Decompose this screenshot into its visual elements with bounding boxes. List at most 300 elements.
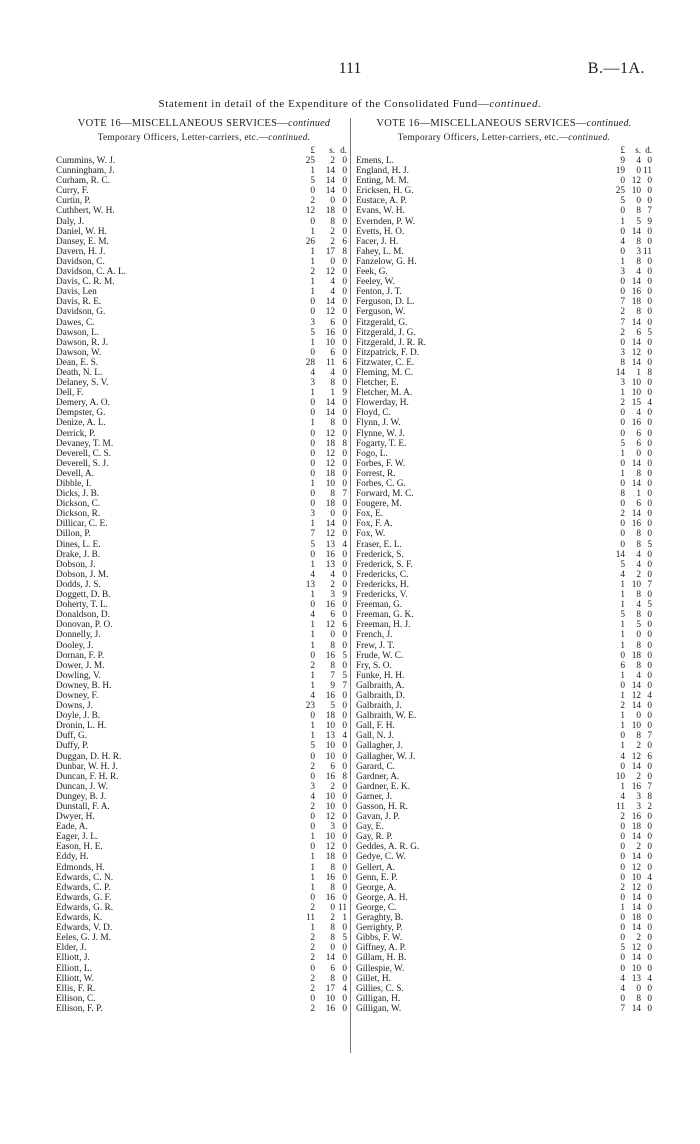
amount-shillings: 3 xyxy=(636,791,641,802)
amount-pounds: 0 xyxy=(310,489,315,500)
payee-name: Gillespie, W. xyxy=(356,963,405,974)
payee-name: Dawes, C. xyxy=(56,317,95,328)
vote-title-continued: continued. xyxy=(586,118,632,129)
amount-pounds: 3 xyxy=(310,317,315,328)
table-row xyxy=(356,590,652,600)
amount-pence: 0 xyxy=(342,206,347,217)
payee-name: Devaney, T. M. xyxy=(56,438,114,449)
table-row xyxy=(56,378,352,388)
amount-shillings: 16 xyxy=(325,327,335,338)
amount-pence: 4 xyxy=(342,983,347,994)
table-row xyxy=(56,964,352,974)
payee-name: Doherty, T. L. xyxy=(56,600,108,611)
payee-name: Dawson, R. J. xyxy=(56,337,108,348)
table-row xyxy=(56,590,352,600)
amount-shillings: 18 xyxy=(325,206,335,217)
amount-shillings: 8 xyxy=(636,590,641,601)
subtitle-continued: continued. xyxy=(268,133,311,143)
amount-shillings: 12 xyxy=(631,882,641,893)
amount-shillings: 8 xyxy=(636,236,641,247)
amount-pence: 0 xyxy=(342,711,347,722)
table-row xyxy=(56,762,352,772)
amount-shillings: 10 xyxy=(325,741,335,752)
table-row xyxy=(56,287,352,297)
payee-name: Fitzwater, C. E. xyxy=(356,357,415,368)
table-row xyxy=(56,994,352,1004)
amount-pence: 0 xyxy=(342,448,347,459)
amount-pence: 0 xyxy=(342,943,347,954)
table-row xyxy=(356,206,652,216)
table-row xyxy=(356,529,652,539)
payee-name: Dowling, V. xyxy=(56,670,101,681)
amount-pence: 5 xyxy=(647,600,652,611)
amount-shillings: 14 xyxy=(631,458,641,469)
payee-name: Gellert, A. xyxy=(356,862,395,873)
amount-pounds: 1 xyxy=(620,670,625,681)
pence-header: d. xyxy=(340,145,347,155)
table-row xyxy=(356,903,652,913)
amount-shillings: 14 xyxy=(631,902,641,913)
table-row xyxy=(356,620,652,630)
table-row xyxy=(356,267,652,277)
amount-pounds: 1 xyxy=(620,600,625,611)
table-row xyxy=(356,994,652,1004)
table-row xyxy=(356,196,652,206)
amount-shillings: 6 xyxy=(330,317,335,328)
amount-shillings: 4 xyxy=(330,367,335,378)
payee-name: Donnelly, J. xyxy=(56,630,101,641)
amount-pounds: 0 xyxy=(310,216,315,227)
table-row xyxy=(56,671,352,681)
amount-pounds: 4 xyxy=(310,610,315,621)
table-row xyxy=(56,570,352,580)
amount-pence: 0 xyxy=(647,468,652,479)
amount-pounds: 4 xyxy=(310,569,315,580)
amount-pounds: 0 xyxy=(620,176,625,187)
amount-pence: 0 xyxy=(342,468,347,479)
amount-pounds: 7 xyxy=(620,1003,625,1014)
amount-shillings: 10 xyxy=(325,791,335,802)
amount-pence: 0 xyxy=(342,832,347,843)
table-row xyxy=(56,328,352,338)
payee-name: Eade, A. xyxy=(56,822,88,833)
payee-name: Davern, H. J. xyxy=(56,246,106,257)
amount-pounds: 1 xyxy=(310,418,315,429)
payee-name: Duncan, J. W. xyxy=(56,781,108,792)
amount-pence: 0 xyxy=(647,418,652,429)
amount-shillings: 2 xyxy=(330,236,335,247)
amount-pence: 0 xyxy=(647,892,652,903)
statement-title xyxy=(0,98,700,110)
payee-name: Dean, E. S. xyxy=(56,357,99,368)
payee-name: Donovan, P. O. xyxy=(56,620,113,631)
amount-shillings: 2 xyxy=(636,569,641,580)
amount-pence: 0 xyxy=(647,438,652,449)
amount-pounds: 5 xyxy=(620,943,625,954)
amount-pence: 0 xyxy=(342,458,347,469)
payee-name: Eeles, G. J. M. xyxy=(56,933,112,944)
amount-pounds: 11 xyxy=(616,802,625,812)
payee-name: Dodds, J. S. xyxy=(56,579,101,590)
amount-shillings: 8 xyxy=(636,993,641,1004)
payee-name: Geddes, A. R. G. xyxy=(356,842,420,853)
amount-shillings: 0 xyxy=(636,711,641,722)
amount-pence: 0 xyxy=(342,569,347,580)
table-row xyxy=(356,378,652,388)
amount-pounds: 0 xyxy=(620,892,625,903)
amount-shillings: 10 xyxy=(631,186,641,197)
table-row xyxy=(356,822,652,832)
amount-pounds: 0 xyxy=(620,761,625,772)
amount-pence: 0 xyxy=(647,186,652,197)
table-row xyxy=(356,540,652,550)
amount-pounds: 3 xyxy=(310,378,315,389)
payee-name: Fanzelow, G. H. xyxy=(356,256,417,267)
payee-name: Ericksen, H. G. xyxy=(356,186,414,197)
amount-shillings: 2 xyxy=(636,741,641,752)
payee-name: Drake, J. B. xyxy=(56,549,101,560)
table-row xyxy=(356,408,652,418)
payee-name: Garard, C. xyxy=(356,761,395,772)
table-row xyxy=(356,459,652,469)
table-row xyxy=(56,277,352,287)
amount-shillings: 4 xyxy=(636,408,641,419)
amount-shillings: 3 xyxy=(636,802,641,812)
payee-name: Dansey, E. M. xyxy=(56,236,109,247)
payee-name: Fitzgerald, G. xyxy=(356,317,408,328)
amount-pounds: 0 xyxy=(620,539,625,550)
table-row xyxy=(356,257,652,267)
payee-name: Frederick, S. xyxy=(356,549,404,560)
amount-shillings: 18 xyxy=(631,650,641,661)
amount-pence: 0 xyxy=(342,993,347,1004)
payee-name: Fahey, L. M. xyxy=(356,246,404,257)
amount-pounds: 4 xyxy=(310,367,315,378)
table-row xyxy=(56,832,352,842)
amount-shillings: 14 xyxy=(631,479,641,489)
amount-shillings: 8 xyxy=(636,610,641,621)
payee-name: Fleming, M. C. xyxy=(356,367,414,378)
table-row xyxy=(56,398,352,408)
amount-shillings: 0 xyxy=(636,983,641,994)
table-row xyxy=(56,540,352,550)
table-row xyxy=(56,489,352,499)
payee-name: Freeman, G. K. xyxy=(356,610,414,621)
table-row xyxy=(56,267,352,277)
table-row xyxy=(356,974,652,984)
pence-header: d. xyxy=(645,145,652,155)
payee-name: Ellison, C. xyxy=(56,993,96,1004)
table-row xyxy=(56,509,352,519)
shillings-header: s. xyxy=(329,145,335,155)
amount-shillings: 8 xyxy=(330,489,335,500)
payee-name: Doggett, D. B. xyxy=(56,590,111,601)
amount-pence: 8 xyxy=(342,246,347,257)
payee-name: Freeman, H. J. xyxy=(356,620,411,631)
amount-pence: 0 xyxy=(342,529,347,540)
amount-pence: 0 xyxy=(647,277,652,288)
amount-pounds: 0 xyxy=(620,832,625,843)
amount-pounds: 4 xyxy=(620,983,625,994)
amount-shillings: 8 xyxy=(330,640,335,651)
amount-pence: 0 xyxy=(342,327,347,338)
payee-name: England, H. J. xyxy=(356,166,409,177)
amount-shillings: 14 xyxy=(325,166,335,177)
amount-pounds: 0 xyxy=(310,398,315,409)
amount-pounds: 0 xyxy=(620,418,625,429)
amount-pounds: 4 xyxy=(620,751,625,762)
payee-name: Flynn, J. W. xyxy=(356,418,401,429)
table-row xyxy=(56,822,352,832)
amount-shillings: 13 xyxy=(631,973,641,984)
amount-pounds: 1 xyxy=(310,620,315,631)
amount-shillings: 12 xyxy=(631,347,641,358)
amount-pounds: 0 xyxy=(620,963,625,974)
amount-shillings: 2 xyxy=(330,226,335,237)
payee-name: Derrick, P. xyxy=(56,428,96,439)
amount-pence: 0 xyxy=(647,963,652,974)
payee-name: Gallagher, J. xyxy=(356,741,403,752)
amount-shillings: 8 xyxy=(330,660,335,671)
payee-name: Dobson, J. M. xyxy=(56,569,109,580)
amount-pence: 0 xyxy=(342,690,347,701)
amount-shillings: 10 xyxy=(631,388,641,399)
amount-shillings: 16 xyxy=(325,650,335,661)
amount-shillings: 12 xyxy=(325,529,335,540)
table-row xyxy=(56,661,352,671)
amount-pounds: 4 xyxy=(620,973,625,984)
amount-shillings: 8 xyxy=(330,378,335,389)
subtitle-text: Temporary Officers, Letter-carriers, etc.— xyxy=(397,133,569,143)
amount-shillings: 11 xyxy=(326,357,335,368)
amount-shillings: 2 xyxy=(330,579,335,590)
table-row xyxy=(356,852,652,862)
amount-pounds: 0 xyxy=(310,347,315,358)
amount-pounds: 4 xyxy=(620,236,625,247)
amount-pence: 0 xyxy=(342,277,347,288)
payee-name: Dawson, L. xyxy=(56,327,100,338)
amount-pence: 8 xyxy=(342,438,347,449)
amount-pounds: 28 xyxy=(305,357,315,368)
payee-name: Evans, W. H. xyxy=(356,206,405,217)
amount-pounds: 8 xyxy=(620,357,625,368)
table-row xyxy=(56,691,352,701)
table-row xyxy=(356,630,652,640)
table-row xyxy=(356,328,652,338)
payee-name: Death, N. L. xyxy=(56,367,103,378)
payee-name: Fraser, E. L. xyxy=(356,539,402,550)
payee-name: Elliott, J. xyxy=(56,953,90,964)
payee-name: Dwyer, H. xyxy=(56,812,95,823)
amount-pence: 6 xyxy=(342,236,347,247)
payee-name: Dillon, P. xyxy=(56,529,91,540)
table-row xyxy=(356,277,652,287)
amount-pence: 0 xyxy=(342,317,347,328)
table-row xyxy=(356,519,652,529)
payee-name: Demery, A. O. xyxy=(56,398,110,409)
amount-pounds: 1 xyxy=(620,256,625,267)
table-row xyxy=(56,863,352,873)
payee-name: Cunningham, J. xyxy=(56,166,115,177)
amount-pounds: 2 xyxy=(310,802,315,812)
payee-name: Cuthbert, W. H. xyxy=(56,206,115,217)
amount-pence: 0 xyxy=(647,347,652,358)
amount-pence: 0 xyxy=(342,428,347,439)
amount-pounds: 1 xyxy=(620,630,625,641)
amount-pounds: 5 xyxy=(310,741,315,752)
pounds-header: £ xyxy=(310,145,315,155)
amount-pence: 0 xyxy=(342,256,347,267)
amount-pounds: 0 xyxy=(310,993,315,1004)
table-row xyxy=(356,832,652,842)
payee-name: Daniel, W. H. xyxy=(56,226,107,237)
amount-shillings: 12 xyxy=(631,176,641,187)
amount-shillings: 18 xyxy=(325,711,335,722)
payee-name: Davis, Len xyxy=(56,287,97,298)
amount-pounds: 1 xyxy=(310,479,315,489)
table-row xyxy=(56,711,352,721)
page-code: B.—1A. xyxy=(587,60,645,77)
amount-pence: 0 xyxy=(647,1003,652,1014)
payee-name: Dell, F. xyxy=(56,388,84,399)
amount-pounds: 19 xyxy=(615,166,625,177)
amount-pence: 0 xyxy=(647,590,652,601)
amount-shillings: 2 xyxy=(330,781,335,792)
amount-pence: 0 xyxy=(342,176,347,187)
amount-pence: 0 xyxy=(342,660,347,671)
amount-shillings: 8 xyxy=(636,731,641,742)
amount-shillings: 6 xyxy=(330,610,335,621)
payee-name: Fougere, M. xyxy=(356,499,402,510)
amount-pence: 0 xyxy=(647,882,652,893)
payee-name: Ferguson, W. xyxy=(356,307,406,318)
amount-shillings: 0 xyxy=(330,630,335,641)
payee-name: Giffney, A. P. xyxy=(356,943,407,954)
amount-pounds: 1 xyxy=(310,721,315,732)
amount-pounds: 0 xyxy=(310,499,315,510)
amount-shillings: 9 xyxy=(330,680,335,691)
payee-name: Gall, F. H. xyxy=(356,721,395,732)
amount-shillings: 4 xyxy=(636,156,641,166)
payee-name: Gillet, H. xyxy=(356,973,391,984)
amount-pence: 0 xyxy=(342,862,347,873)
amount-pence: 0 xyxy=(647,812,652,823)
amount-shillings: 12 xyxy=(325,812,335,823)
payee-name: Facer, J. H. xyxy=(356,236,399,247)
amount-pence: 0 xyxy=(647,822,652,833)
amount-pence: 4 xyxy=(647,398,652,409)
amount-shillings: 8 xyxy=(330,862,335,873)
amount-pence: 0 xyxy=(647,378,652,389)
amount-pence: 6 xyxy=(342,357,347,368)
amount-pence: 0 xyxy=(647,499,652,510)
table-row xyxy=(356,964,652,974)
amount-pence: 0 xyxy=(647,236,652,247)
amount-pence: 0 xyxy=(647,913,652,924)
amount-shillings: 5 xyxy=(636,620,641,631)
amount-pence: 0 xyxy=(342,882,347,893)
table-row xyxy=(56,348,352,358)
table-row xyxy=(56,318,352,328)
amount-shillings: 0 xyxy=(636,166,641,177)
table-row xyxy=(56,630,352,640)
table-row xyxy=(356,641,652,651)
amount-pounds: 0 xyxy=(310,307,315,318)
amount-pence: 0 xyxy=(647,458,652,469)
amount-shillings: 10 xyxy=(631,721,641,732)
amount-shillings: 14 xyxy=(631,701,641,712)
amount-shillings: 16 xyxy=(631,812,641,823)
amount-pounds: 0 xyxy=(620,872,625,883)
amount-pence: 0 xyxy=(647,287,652,298)
amount-pence: 6 xyxy=(342,620,347,631)
amount-pounds: 1 xyxy=(310,519,315,530)
payee-name: Galbraith, A. xyxy=(356,680,405,691)
amount-pounds: 1 xyxy=(310,246,315,257)
amount-shillings: 14 xyxy=(631,1003,641,1014)
payee-name: Cummins, W. J. xyxy=(56,156,116,166)
amount-shillings: 16 xyxy=(325,892,335,903)
amount-shillings: 10 xyxy=(631,872,641,883)
amount-shillings: 14 xyxy=(325,176,335,187)
amount-shillings: 17 xyxy=(325,983,335,994)
amount-shillings: 16 xyxy=(631,287,641,298)
table-row xyxy=(356,893,652,903)
payee-name: Gillies, C. S. xyxy=(356,983,404,994)
payee-name: Dunbar, W. H. J. xyxy=(56,761,118,772)
amount-pence: 0 xyxy=(342,953,347,964)
amount-shillings: 12 xyxy=(631,943,641,954)
payee-name: Galbraith, W. E. xyxy=(356,711,417,722)
table-row xyxy=(56,651,352,661)
table-row xyxy=(356,398,652,408)
left-column xyxy=(56,118,352,1014)
amount-pence: 0 xyxy=(647,256,652,267)
table-row xyxy=(356,307,652,317)
amount-pence: 0 xyxy=(647,923,652,934)
amount-shillings: 8 xyxy=(636,468,641,479)
amount-pence: 0 xyxy=(647,993,652,1004)
amount-pounds: 0 xyxy=(620,933,625,944)
amount-pounds: 1 xyxy=(620,711,625,722)
table-row xyxy=(356,610,652,620)
payee-name: George, A. H. xyxy=(356,892,408,903)
table-row xyxy=(356,429,652,439)
amount-shillings: 8 xyxy=(330,923,335,934)
amount-pence: 0 xyxy=(342,166,347,177)
table-row xyxy=(56,600,352,610)
amount-pence: 0 xyxy=(342,1003,347,1014)
amount-shillings: 8 xyxy=(636,660,641,671)
amount-shillings: 18 xyxy=(325,852,335,863)
payee-name: Edwards, V. D. xyxy=(56,923,113,934)
amount-pence: 5 xyxy=(342,650,347,661)
amount-pounds: 1 xyxy=(310,630,315,641)
amount-pence: 0 xyxy=(342,761,347,772)
amount-pounds: 0 xyxy=(310,650,315,661)
table-row xyxy=(56,206,352,216)
payee-name: Dicks, J. B. xyxy=(56,489,100,500)
amount-pounds: 1 xyxy=(310,670,315,681)
amount-shillings: 14 xyxy=(631,357,641,368)
payee-name: Frew, J. T. xyxy=(356,640,395,651)
amount-pounds: 1 xyxy=(310,872,315,883)
amount-pence: 0 xyxy=(342,347,347,358)
table-row xyxy=(56,358,352,368)
amount-shillings: 12 xyxy=(631,751,641,762)
amount-shillings: 10 xyxy=(325,993,335,1004)
amount-pounds: 10 xyxy=(615,771,625,782)
